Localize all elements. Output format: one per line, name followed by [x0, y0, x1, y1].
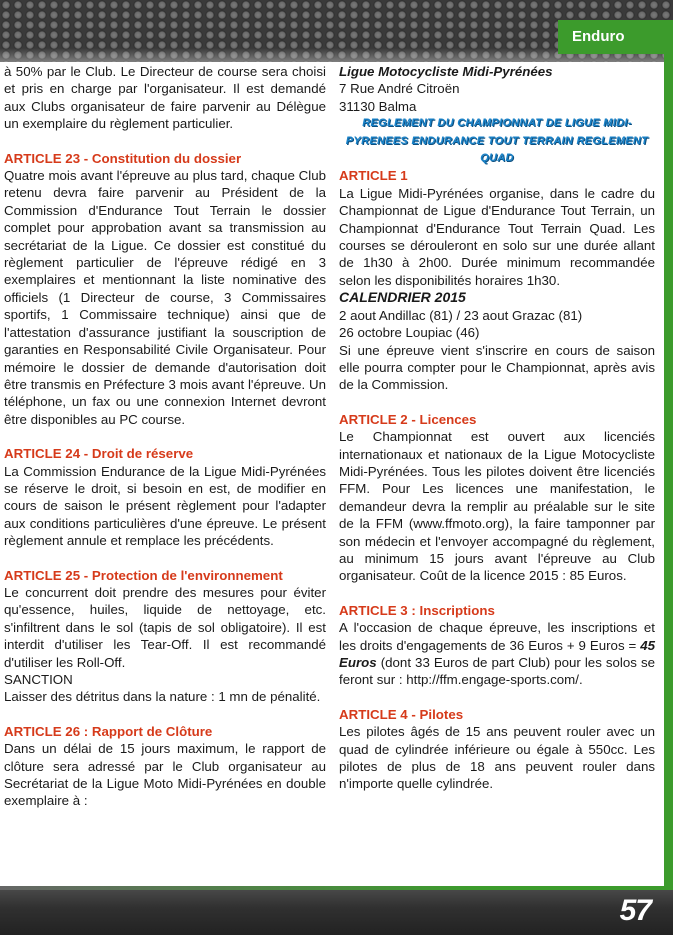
article-25-title: ARTICLE 25 - Protection de l'environnement [4, 567, 283, 583]
calendar-line-2: 26 octobre Loupiac (46) [339, 325, 480, 341]
article-3-title: ARTICLE 3 : Inscriptions [339, 602, 495, 618]
address-name: Ligue Motocycliste Midi-Pyrénées [339, 64, 553, 79]
article-4-text: Les pilotes âgés de 15 ans peuvent rouler avec un quad de cylindrée inférieure ou égale à 550cc. Les pilotes de plus de 18 ans peuvent rouler dans n'importe quelle cylindrée. [339, 724, 655, 792]
article-1-title: ARTICLE 1 [339, 168, 408, 184]
sanction-text: Laisser des détritus dans la nature : 1 mn de pénalité. [4, 689, 321, 705]
address-block [339, 63, 655, 115]
sanction-label: SANCTION [4, 672, 73, 687]
regulation-heading: REGLEMENT DU CHAMPIONNAT DE LIGUE MIDI-PYRENEES ENDURANCE TOUT TERRAIN REGLEMENT QUAD [345, 117, 649, 165]
intro-paragraph: à 50% par le Club. Le Directeur de course sera choisi et pris en charge par l'organisateur. Il est demandé aux Clubs organisateur de faire parvenir au Délègue un exemplaire du règlement particulier. [4, 64, 326, 132]
section-tab: Enduro [558, 20, 673, 54]
article-25-text: Le concurrent doit prendre des mesures pour éviter qu'essence, huiles, liquide de nettoyage, etc. s'infiltrent dans le sol (tapis de sol obligatoire). Il est interdit d'utiliser les Tear-Off. Il est recommandé d'utiliser les Roll-Off. [4, 584, 326, 670]
left-column [4, 63, 326, 810]
calendar-title: CALENDRIER 2015 [339, 289, 466, 306]
article-2-text: Le Championnat est ouvert aux licenciés internationaux et nationaux de la Ligue Motocycliste Midi-Pyrénées. Tous les pilotes doivent être licenciés FFM. Pour Les licences une manifestation, le demandeur devra la remplir au préalable sur le site de la FFM (www.ffmoto.org), la faire tamponner par son médecin et l'envoyer accompagné du règlement, au minimum 15 jours avant l'épreuve au Club organisateur. Coût de la licence 2015 : 85 Euros. [339, 429, 655, 584]
right-column [339, 63, 655, 793]
article-3-text [339, 619, 655, 689]
article-24-text: La Commission Endurance de la Ligue Midi-Pyrénées se réserve le droit, si besoin en est, de modifier en cours de saison le présent règlement pour l'adapter aux conditions particulières d'une épreuve. Le présent règlement annule et remplace les précédents. [4, 463, 326, 549]
header-banner [0, 0, 673, 62]
article-26-text: Dans un délai de 15 jours maximum, le rapport de clôture sera adressé par le Club organisateur au Secrétariat de la Ligue Moto Midi-Pyrénées en double exemplaire à : [4, 741, 326, 809]
footer-stripe [0, 886, 673, 890]
page-number: 57 [619, 894, 651, 927]
article-3-text-b: (dont 33 Euros de part Club) pour les solos se feront sur : http://ffm.engage-sports.com/. [339, 655, 655, 688]
side-accent-bar [664, 54, 673, 886]
footer-bar [0, 886, 673, 935]
article-24-title: ARTICLE 24 - Droit de réserve [4, 446, 194, 462]
address-city: 31130 Balma [339, 98, 417, 114]
article-2-title: ARTICLE 2 - Licences [339, 411, 477, 427]
article-3-price: 45 Euros [339, 637, 655, 670]
article-1-text: La Ligue Midi-Pyrénées organise, dans le cadre du Championnat de Ligue d'Endurance Tout Terrain, un Championnat d'Endurance Tout Terrain Quad. Les courses se dérouleront en solo sur une durée allant de 1h30 à 2h00. Durée minimum recommandée selon les disponibilités horaires 1h30. [339, 185, 655, 288]
article-23-text: Quatre mois avant l'épreuve au plus tard, chaque Club retenu devra faire parvenir au Président de la Commission d'Endurance Tout Terrain le dossier complet pour approbation avant sa transmission au secrétariat de la Ligue. Ce dossier est constitué du règlement particulier de l'épreuve rédigé en 3 exemplaires et mentionnant la liste nominative des officiels (1 Directeur de course, 3 Commissaires sportifs, 1 Commissaire technique) ainsi que de l'attestation d'assurance justifiant la souscription de garanties en Responsabilité Civile Organisateur. Pour mémoire le dossier de demande d'autorisation doit être transmis en Préfecture 3 mois avant l'épreuve. Un téléphone, un fax ou une connexion Internet devront être disponibles au PC course. [4, 168, 326, 427]
calendar-text: Si une épreuve vient s'inscrire en cours de saison elle pourra compter pour le Championnat, après avis de la Commission. [339, 342, 655, 393]
article-26-title: ARTICLE 26 : Rapport de Clôture [4, 723, 213, 739]
article-3-text-a: A l'occasion de chaque épreuve, les inscriptions et les droits d'engagements de 36 Euros + 9 Euros = [339, 620, 655, 653]
address-street: 7 Rue André Citroën [339, 81, 460, 97]
article-4-title: ARTICLE 4 - Pilotes [339, 706, 464, 722]
calendar-line-1: 2 aout Andillac (81) / 23 aout Grazac (81) [339, 307, 583, 323]
article-23-title: ARTICLE 23 - Constitution du dossier [4, 150, 242, 166]
